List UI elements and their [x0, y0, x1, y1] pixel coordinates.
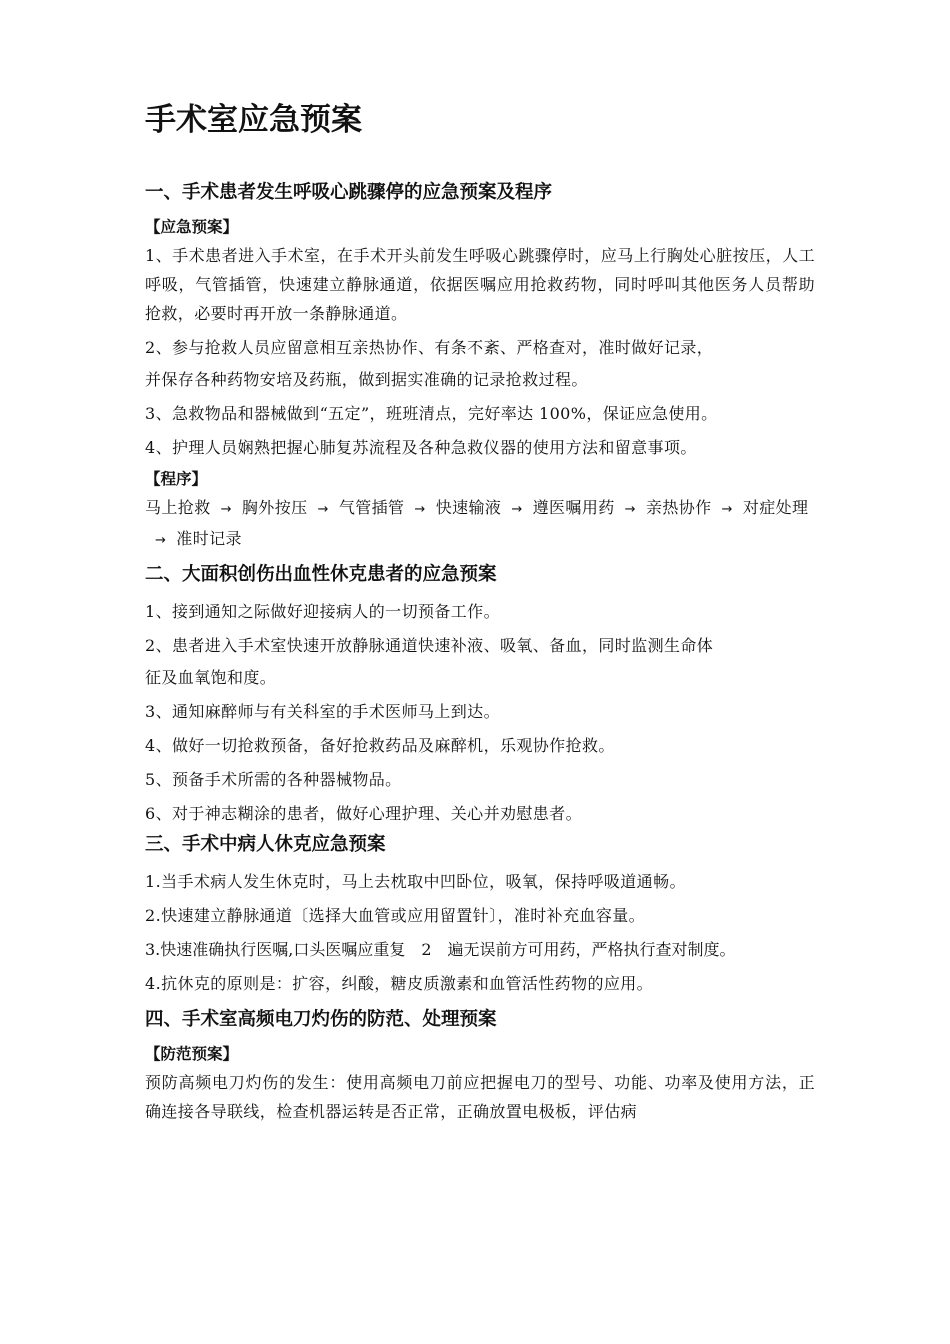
- flow-step: 气管插管: [338, 498, 405, 517]
- plan-label: 【应急预案】: [145, 218, 239, 236]
- flow-step: 准时记录: [176, 529, 242, 548]
- section-electrosurgical-burn: [145, 1007, 815, 1131]
- arrow-right-icon: →: [624, 502, 636, 517]
- arrow-right-icon: →: [317, 502, 329, 517]
- list-item: 1、手术患者进入手术室，在手术开头前发生呼吸心跳骤停时，应马上行胸处心脏按压，人工呼吸，气管插管，快速建立静脉通道，依据医嘱应用抢救药物，同时呼叫其他医务人员帮助抢救，必要时再开放一条静脉通道。: [145, 246, 815, 323]
- list-item: 2、参与抢救人员应留意相互亲热协作、有条不紊、严格查对，准时做好记录，: [145, 338, 714, 357]
- list-item: 6、对于神志糊涂的患者，做好心理护理、关心并劝慰患者。: [145, 804, 582, 823]
- list-item: 预防高频电刀灼伤的发生：使用高频电刀前应把握电刀的型号、功能、功率及使用方法，正确连接各导联线，检查机器运转是否正常，正确放置电极板，评估病: [145, 1073, 815, 1121]
- program-flow: [145, 493, 815, 555]
- program-label: 【程序】: [145, 470, 208, 488]
- list-item: 征及血氧饱和度。: [145, 668, 277, 687]
- arrow-right-icon: →: [155, 533, 167, 548]
- list-item: 2.快速建立静脉通道〔选择大血管或应用留置针〕，准时补充血容量。: [145, 906, 646, 925]
- arrow-right-icon: →: [511, 502, 523, 517]
- flow-step: 马上抢救: [145, 498, 211, 517]
- section-hemorrhagic-shock: [145, 562, 815, 833]
- list-item: 并保存各种药物安培及药瓶，做到据实准确的记录抢救过程。: [145, 370, 588, 389]
- list-item: 3、通知麻醉师与有关科室的手术医师马上到达。: [145, 702, 500, 721]
- list-item: 5、预备手术所需的各种器械物品。: [145, 770, 402, 789]
- list-item: 4、做好一切抢救预备，备好抢救药品及麻醉机，乐观协作抢救。: [145, 736, 615, 755]
- flow-step: 遵医嘱用药: [532, 498, 615, 517]
- plan-label: 【防范预案】: [145, 1045, 239, 1063]
- list-item: 1、接到通知之际做好迎接病人的一切预备工作。: [145, 602, 500, 621]
- section-cardiac-arrest: [145, 180, 815, 555]
- section-heading: 一、手术患者发生呼吸心跳骤停的应急预案及程序: [145, 182, 553, 203]
- flow-step: 快速输液: [435, 498, 502, 517]
- arrow-right-icon: →: [414, 502, 426, 517]
- list-item: 4、护理人员娴熟把握心肺复苏流程及各种急救仪器的使用方法和留意事项。: [145, 438, 697, 457]
- flow-step: 对症处理: [742, 498, 809, 517]
- arrow-right-icon: →: [721, 502, 733, 517]
- list-item: 3.快速准确执行医嘱,口头医嘱应重复 2 遍无误前方可用药，严格执行查对制度。: [145, 940, 736, 959]
- section-intraop-shock: [145, 832, 815, 1003]
- list-item: 4.抗休克的原则是：扩容，纠酸，糖皮质激素和血管活性药物的应用。: [145, 974, 654, 993]
- document-title: 手术室应急预案: [145, 102, 362, 138]
- list-item: 1.当手术病人发生休克时，马上去枕取中凹卧位，吸氧，保持呼吸道通畅。: [145, 872, 686, 891]
- arrow-right-icon: →: [220, 502, 232, 517]
- section-heading: 四、手术室高频电刀灼伤的防范、处理预案: [145, 1009, 497, 1030]
- section-heading: 三、手术中病人休克应急预案: [145, 834, 386, 855]
- flow-step: 胸外按压: [241, 498, 308, 517]
- list-item: 3、急救物品和器械做到“五定”，班班清点，完好率达 100%，保证应急使用。: [145, 404, 718, 423]
- list-item: 2、患者进入手术室快速开放静脉通道快速补液、吸氧、备血，同时监测生命体: [145, 636, 714, 655]
- section-heading: 二、大面积创伤出血性休克患者的应急预案: [145, 564, 497, 585]
- flow-step: 亲热协作: [645, 498, 712, 517]
